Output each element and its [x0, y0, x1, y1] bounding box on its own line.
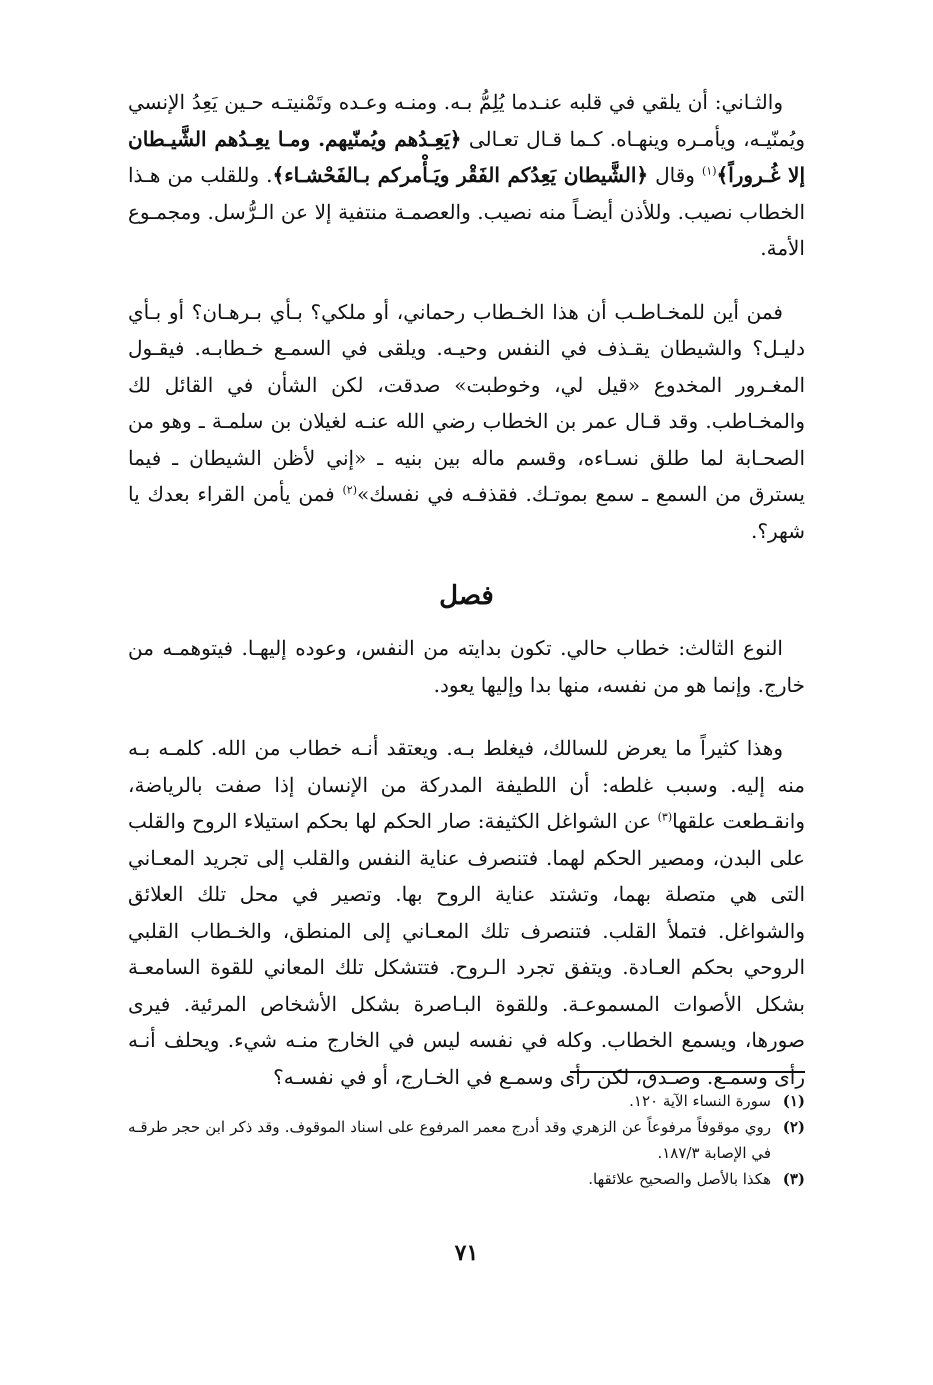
text-span: فمن أين للمخـاطـب أن هذا الخـطاب رحماني، أو ملكي؟ بـأي بـرهـان؟ أو بـأي دليـل؟ والشيطان يقـذف في النفس وحيـه. ويلقى في السمـع خـطابـه. فيقـول المغـرور المخدوع «قيل لي، وخوطبت» صدقت، لكن الشأن في القائل لك والمخـاطب. وقد قـال عمر بن الخطاب رضي الله عنـه لغيلان بن سلمـة ـ وهو من الصحـابة لما طلق نسـاءه، وقسم ماله بين بنيه ـ «إني لأظن الشيطان ـ فيما يسترق من السمع ـ سمع بموتـك. فقذفـه في نفسك» [128, 299, 805, 506]
footnote-text: روي موقوفاً مرفوعاً عن الزهري وقد أدرج معمر المرفوع على اسناد الموقوف. وقد ذكر ابن حجر طرقـه في الإصابة ١٨٧/٣. [128, 1118, 771, 1162]
footnote-text: سورة النساء الآية ١٢٠. [629, 1092, 771, 1110]
bottom-paragraphs [128, 630, 805, 1095]
text-span: وقال [648, 163, 702, 187]
footnote-number: (١) [782, 1092, 805, 1110]
quran-verse: ﴿الشَّيطان يَعِدُكم الفَقْر ويَـأْمركم بـالفَحْشـاء﴾ [272, 163, 649, 187]
page-body [128, 84, 805, 1122]
paragraph [128, 84, 805, 267]
footnote [128, 1088, 805, 1114]
paragraph [128, 630, 805, 703]
quran-verse: ﴿يَعِـدُهم ويُمنّيهم. ومـا يعِـدُهم الشَّيـطان إلا غُـروراً﴾ [128, 126, 805, 187]
text-span: عن الشواغل الكثيفة: صار الحكم لها بحكم استيلاء الروح والقلب على البدن، ومصير الحكم لهما. فتنصرف عناية النفس والقلب إلى تجريد المعـاني التى هي متصلة بهما، وتشتد عناية الروح بها. وتصير في محل تلك العلائق والشواغل. فتملأ القلب. فتنصرف تلك المعـاني إلى المنطق، والخـطاب القلبي الروحي بحكم العـادة. ويتفق تجرد الـروح. فتتشكل تلك المعاني للقوة السامعـة بشكل الأصوات المسموعـة. وللقوة البـاصرة بشكل الأشخاص المرئية. فيرى صورها، ويسمع الخطاب. وكله في نفسه ليس في الخارج منـه شيء. ويحلف أنـه رأى وسمـع. وصـدق، لكن رأى وسمـع في الخـارج، أو في نفسـه؟ [128, 809, 805, 1089]
footnote-reference: (٣) [657, 810, 673, 824]
footnotes [128, 1088, 805, 1192]
footnote-reference: (١) [701, 164, 717, 178]
footnote [128, 1166, 805, 1192]
page-number: ٧١ [454, 1240, 479, 1266]
footnote-reference: (٢) [342, 483, 357, 497]
footnote [128, 1114, 805, 1166]
text-span: فمن يأمن القراء بعدك يا شهر؟. [128, 482, 805, 543]
paragraph [128, 294, 805, 550]
footnote-text: هكذا بالأصل والصحيح علائقها. [588, 1170, 771, 1188]
text-span: . وللقلب من هـذا الخطاب نصيب. وللأذن أيضـاً منه نصيب. والعصمـة منتفية إلا عن الـرُّسل. ومجمـوع الأمة. [128, 163, 805, 260]
footnote-number: (٣) [782, 1170, 805, 1188]
footnote-divider [570, 1071, 805, 1073]
section-heading: فصل [439, 581, 494, 611]
text-span: النوع الثالث: خطاب حالي. تكون بدايته من النفس، وعوده إليهـا. فيتوهمـه من خارج. وإنما هو من نفسه، منها بدا وإليها يعود. [128, 636, 805, 697]
footnote-number: (٢) [782, 1118, 805, 1136]
text-span: وهذا كثيراً ما يعرض للسالك، فيغلط بـه. ويعتقد أنـه خطاب من الله. كلمـه بـه منه إليه. وسبب غلطه: أن اللطيفة المدركة من الإنسان إذا صفت بالرياضة، وانقـطعت علقها [128, 736, 805, 833]
text-span: والثـاني: أن يلقي في قلبه عنـدما يُلِمُّ بـه. ومنـه وعـده وتَمْنيتـه حـين يَعِدُ الإنسي ويُمنّيـه، ويأمـره وينهـاه. كـما قـال تعـالى [128, 90, 805, 151]
top-paragraphs [128, 84, 805, 549]
paragraph [128, 730, 805, 1095]
